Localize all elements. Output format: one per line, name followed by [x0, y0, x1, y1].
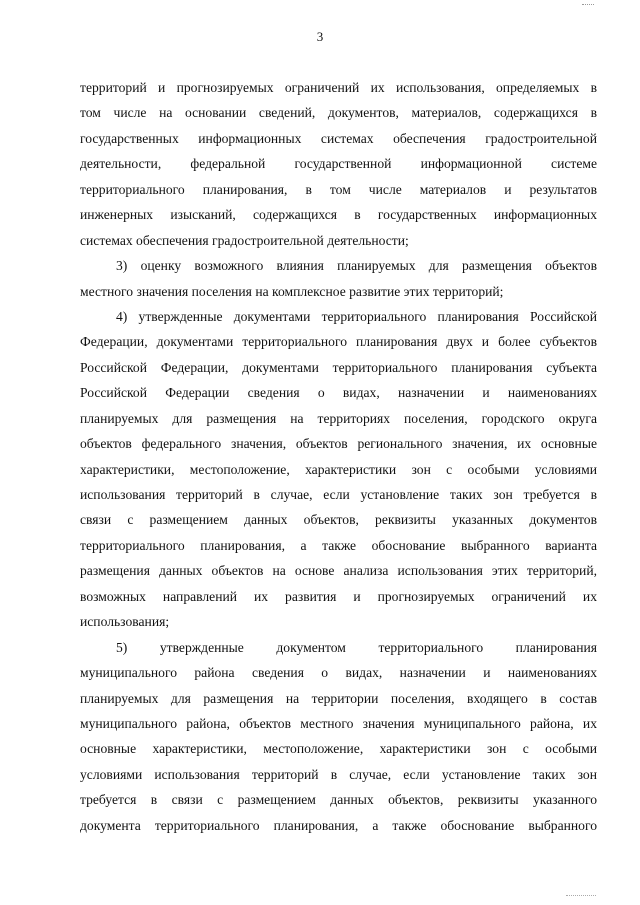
text-line: планируемых для размещения на территориях поселения, городского округа — [80, 410, 597, 426]
paragraph-end-line: системах обеспечения градостроительной деятельности; — [80, 232, 409, 248]
text-line: деятельности, федеральной государственной информационной системе — [80, 156, 597, 172]
text-line: условиями использования территорий в случае, если установление таких зон — [80, 766, 597, 782]
paragraph-start-line: 3) оценку возможного влияния планируемых для размещения объектов — [116, 258, 597, 274]
document-body — [80, 75, 597, 838]
text-line: размещения данных объектов на основе анализа использования этих территорий, — [80, 563, 597, 579]
text-line: инженерных изысканий, содержащихся в государственных информационных — [80, 207, 597, 223]
text-line: территорий и прогнозируемых ограничений их использования, определяемых в — [80, 80, 597, 95]
paragraph-start-line: 4) утвержденные документами территориального планирования Российской — [116, 308, 597, 324]
text-line: требуется в связи с размещением данных объектов, реквизиты указанного — [80, 792, 597, 808]
text-line: муниципального района, объектов местного значения муниципального района, их — [80, 715, 597, 731]
text-line: том числе на основании сведений, документов, материалов, содержащихся в — [80, 105, 597, 121]
text-line: основные характеристики, местоположение, характеристики зон с особыми — [80, 741, 597, 757]
text-line: документа территориального планирования, а также обоснование выбранного — [80, 817, 597, 833]
text-line: объектов федерального значения, объектов регионального значения, их основные — [80, 436, 597, 452]
text-line: использования территорий в случае, если установление таких зон требуется в — [80, 487, 597, 502]
paragraph-end-line: использования; — [80, 614, 170, 630]
text-line: государственных информационных системах обеспечения градостроительной — [80, 130, 597, 146]
scan-corner-mark — [582, 0, 594, 5]
text-line: Федерации, документами территориального планирования двух и более субъектов — [80, 334, 597, 350]
text-line: связи с размещением данных объектов, реквизиты указанных документов — [80, 512, 597, 528]
paragraph-start-line: 5) утвержденные документом территориального планирования — [116, 639, 597, 655]
paragraph-end-line: местного значения поселения на комплексное развитие этих территорий; — [80, 283, 504, 299]
text-line: муниципального района сведения о видах, назначении и наименованиях — [80, 665, 597, 681]
text-line: территориального планирования, в том числе материалов и результатов — [80, 181, 597, 197]
text-line: Российской Федерации, документами территориального планирования субъекта — [80, 359, 597, 375]
text-line: территориального планирования, а также обоснование выбранного варианта — [80, 537, 597, 553]
text-line: характеристики, местоположение, характеристики зон с особыми условиями — [80, 461, 597, 477]
text-line: планируемых для размещения на территории поселения, входящего в состав — [80, 690, 597, 706]
page-number: 3 — [316, 29, 324, 44]
text-line: Российской Федерации сведения о видах, назначении и наименованиях — [80, 385, 597, 401]
text-line: возможных направлений их развития и прогнозируемых ограничений их — [80, 588, 597, 604]
scan-speck-mark — [566, 895, 596, 899]
